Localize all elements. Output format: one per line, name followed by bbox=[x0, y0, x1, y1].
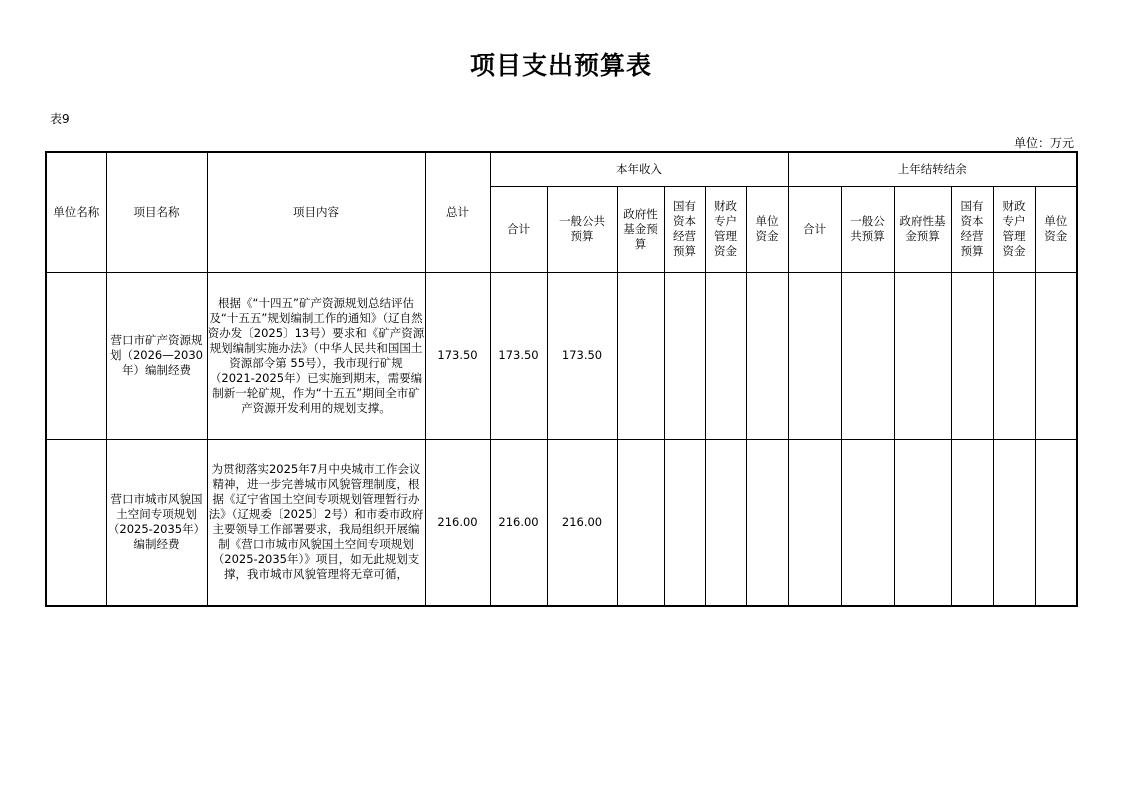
budget-table bbox=[45, 151, 1078, 607]
row-prev-state-capital bbox=[951, 439, 993, 606]
header-row-1 bbox=[46, 152, 1077, 186]
row-prev-subtotal bbox=[788, 272, 841, 439]
header-total: 总计 bbox=[425, 152, 490, 272]
header-prev-general-budget: 一般公共预算 bbox=[841, 186, 894, 272]
row-project-name: 营口市矿产资源规划（2026—2030年）编制经费 bbox=[106, 272, 207, 439]
header-project-content: 项目内容 bbox=[207, 152, 425, 272]
row-prev-general-budget bbox=[841, 272, 894, 439]
header-current-income: 本年收入 bbox=[490, 152, 788, 186]
row-cur-gov-fund bbox=[617, 272, 664, 439]
row-total: 173.50 bbox=[425, 272, 490, 439]
header-cur-fiscal-account: 财政专户管理资金 bbox=[705, 186, 746, 272]
header-prev-gov-fund: 政府性基金预算 bbox=[894, 186, 951, 272]
row-prev-general-budget bbox=[841, 439, 894, 606]
row-cur-fiscal-account bbox=[705, 439, 746, 606]
header-cur-subtotal: 合计 bbox=[490, 186, 547, 272]
row-total: 216.00 bbox=[425, 439, 490, 606]
header-prev-subtotal: 合计 bbox=[788, 186, 841, 272]
table-row bbox=[46, 439, 1077, 606]
header-unit-name: 单位名称 bbox=[46, 152, 106, 272]
row-prev-gov-fund bbox=[894, 272, 951, 439]
row-cur-general-budget: 216.00 bbox=[547, 439, 617, 606]
header-prev-unit-funds: 单位资金 bbox=[1035, 186, 1077, 272]
row-unit-name bbox=[46, 272, 106, 439]
table-row bbox=[46, 272, 1077, 439]
row-prev-gov-fund bbox=[894, 439, 951, 606]
row-prev-unit-funds bbox=[1035, 272, 1077, 439]
row-prev-fiscal-account bbox=[993, 272, 1035, 439]
header-prev-fiscal-account: 财政专户管理资金 bbox=[993, 186, 1035, 272]
unit-label: 单位：万元 bbox=[1013, 136, 1074, 150]
page-title: 项目支出预算表 bbox=[469, 51, 652, 80]
row-cur-general-budget: 173.50 bbox=[547, 272, 617, 439]
row-cur-unit-funds bbox=[746, 439, 788, 606]
header-cur-state-capital: 国有资本经营预算 bbox=[664, 186, 705, 272]
row-project-content: 为贯彻落实2025年7月中央城市工作会议精神，进一步完善城市风貌管理制度，根据《辽宁省国土空间专项规划管理暂行办法》（辽规委〔2025〕2号）和市委市政府主要领导工作部署要求，我局组织开展编制《营口市城市风貌国土空间专项规划（2025-2035年）》项目，如无此规划支撑，我市城市风貌管理将无章可循， bbox=[207, 439, 425, 606]
row-cur-fiscal-account bbox=[705, 272, 746, 439]
row-cur-unit-funds bbox=[746, 272, 788, 439]
table-number: 表9 bbox=[50, 112, 70, 126]
row-cur-state-capital bbox=[664, 439, 705, 606]
row-prev-unit-funds bbox=[1035, 439, 1077, 606]
row-project-content: 根据《“十四五”矿产资源规划总结评估及“十五五”规划编制工作的通知》（辽自然资办发〔2025〕13号）要求和《矿产资源规划编制实施办法》（中华人民共和国国土资源部令第 55号），我市现行矿规（2021-2025年）已实施到期末，需要编制新一轮矿规，作为“十五五”期间全市矿产资源开发利用的规划支撑。 bbox=[207, 272, 425, 439]
row-prev-subtotal bbox=[788, 439, 841, 606]
header-prev-state-capital: 国有资本经营预算 bbox=[951, 186, 993, 272]
row-prev-state-capital bbox=[951, 272, 993, 439]
row-unit-name bbox=[46, 439, 106, 606]
header-cur-unit-funds: 单位资金 bbox=[746, 186, 788, 272]
row-cur-gov-fund bbox=[617, 439, 664, 606]
row-cur-subtotal: 216.00 bbox=[490, 439, 547, 606]
header-cur-gov-fund: 政府性基金预算 bbox=[617, 186, 664, 272]
row-cur-subtotal: 173.50 bbox=[490, 272, 547, 439]
header-cur-general-budget: 一般公共预算 bbox=[547, 186, 617, 272]
row-project-name: 营口市城市风貌国土空间专项规划（2025-2035年）编制经费 bbox=[106, 439, 207, 606]
header-project-name: 项目名称 bbox=[106, 152, 207, 272]
row-cur-state-capital bbox=[664, 272, 705, 439]
row-prev-fiscal-account bbox=[993, 439, 1035, 606]
header-carryover: 上年结转结余 bbox=[788, 152, 1077, 186]
